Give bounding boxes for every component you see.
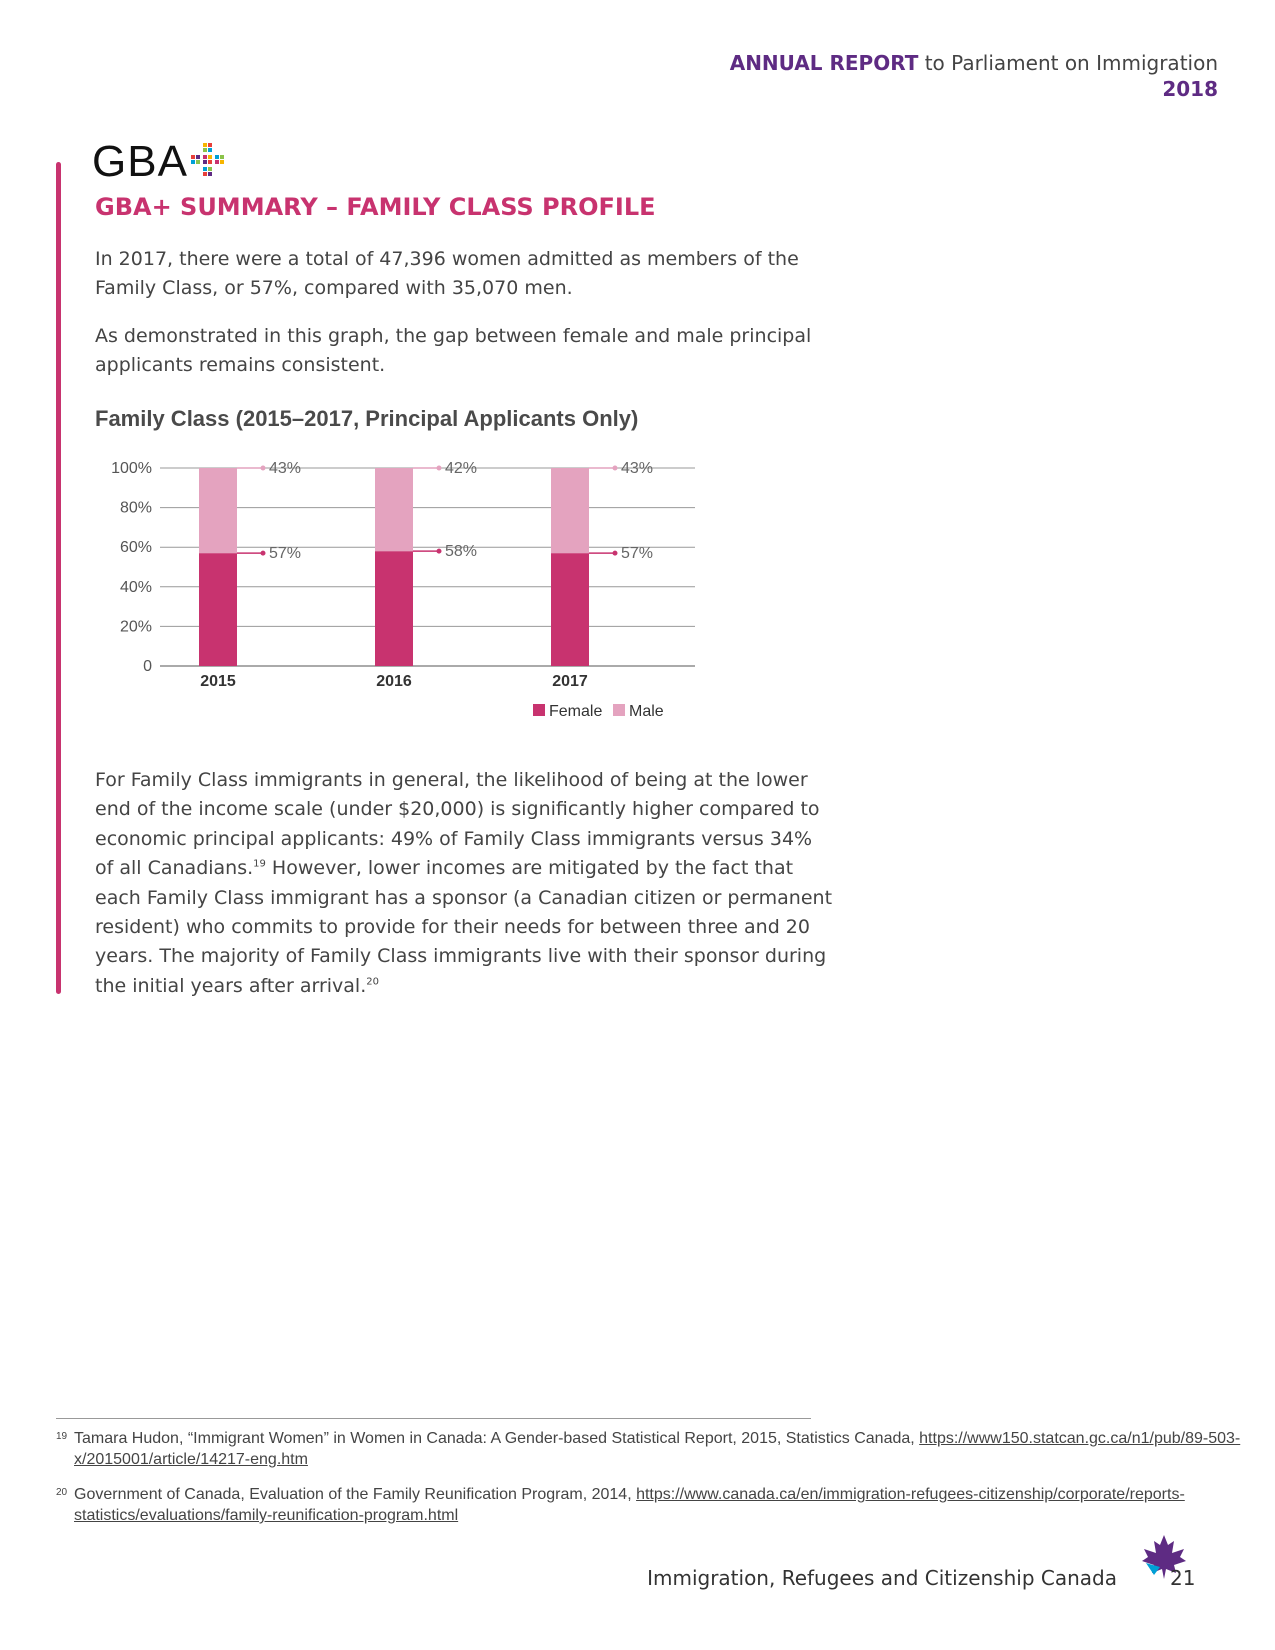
footnote-ref-20[interactable]: 20: [366, 976, 379, 988]
section-accent-bar: [56, 162, 61, 994]
label-dot: [437, 466, 442, 471]
report-header: [730, 50, 1218, 102]
chart-title: Family Class (2015–2017, Principal Applicants Only): [95, 406, 639, 431]
x-tick-label: 2015: [200, 673, 236, 690]
bar-female: [199, 553, 237, 666]
legend-label-female: Female: [549, 703, 603, 720]
legend-swatch-male: [613, 704, 625, 716]
footnote-number: 20: [56, 1487, 68, 1498]
graph-intro-paragraph: As demonstrated in this graph, the gap between female and male principal applicants remains consistent.: [95, 325, 812, 376]
footnote-divider: [56, 1418, 811, 1419]
footnote-link[interactable]: https://www.canada.ca/en/immigration-refugees-citizenship/corporate/reports-statistics/evaluations/family-reunification-program.html: [74, 1486, 1185, 1524]
label-dot: [261, 551, 266, 556]
footnote-20: [56, 1484, 1244, 1526]
header-subtitle: to Parliament on Immigration: [918, 51, 1218, 75]
x-tick-label: 2017: [552, 673, 588, 690]
income-paragraph: [95, 766, 835, 1001]
legend-swatch-female: [533, 704, 545, 716]
gba-plus-logo: [92, 137, 226, 186]
income-paragraph-part2: However, lower incomes are mitigated by the fact that each Family Class immigrant has a sponsor (a Canadian citizen or permanent resident) who commits to provide for their needs for between three and 20 years. The majority of Family Class immigrants live with their sponsor during the initial years after arrival.: [95, 857, 833, 997]
footnote-ref-19[interactable]: 19: [253, 858, 266, 870]
page-number: 21: [1170, 1566, 1196, 1590]
footnote-19: [56, 1428, 1244, 1470]
bar-male: [551, 468, 589, 553]
data-label-female: 58%: [445, 543, 478, 561]
data-label-male: 43%: [269, 460, 302, 477]
family-class-chart: [95, 448, 715, 738]
logo-text: GBA: [92, 137, 188, 186]
y-tick-label: 0: [143, 658, 152, 675]
section-title: GBA+ SUMMARY – FAMILY CLASS PROFILE: [95, 193, 656, 221]
bar-male: [199, 468, 237, 553]
footer-department: Immigration, Refugees and Citizenship Canada: [647, 1566, 1117, 1590]
bar-female: [375, 551, 413, 666]
footnote-text: Tamara Hudon, “Immigrant Women” in Women in Canada: A Gender-based Statistical Report, 2015, Statistics Canada,: [74, 1430, 920, 1447]
footnote-text: Government of Canada, Evaluation of the Family Reunification Program, 2014,: [74, 1486, 637, 1503]
intro-paragraph: In 2017, there were a total of 47,396 women admitted as members of the Family Class, or 57%, compared with 35,070 men.: [95, 248, 799, 299]
footnote-number: 19: [56, 1431, 68, 1442]
y-tick-label: 60%: [119, 539, 152, 557]
data-label-male: 43%: [621, 460, 654, 477]
gba-plus-icon: [190, 142, 226, 178]
y-tick-label: 20%: [119, 618, 152, 636]
label-dot: [261, 466, 266, 471]
y-tick-label: 80%: [119, 499, 152, 517]
label-dot: [437, 549, 442, 554]
x-tick-label: 2016: [376, 673, 412, 690]
header-year: 2018: [1162, 77, 1218, 101]
data-label-female: 57%: [269, 545, 302, 563]
footnote-link[interactable]: https://www150.statcan.gc.ca/n1/pub/89-503-x/2015001/article/14217-eng.htm: [74, 1430, 1241, 1468]
label-dot: [613, 551, 618, 556]
y-tick-label: 40%: [119, 578, 152, 596]
label-dot: [613, 466, 618, 471]
legend-label-male: Male: [629, 703, 664, 720]
bar-female: [551, 553, 589, 666]
header-annual-report: ANNUAL REPORT: [729, 51, 919, 75]
data-label-female: 57%: [621, 545, 654, 563]
income-paragraph-part1: For Family Class immigrants in general, the likelihood of being at the lower end of the income scale (under $20,000) is significantly higher compared to economic principal applicants: 49% of Family Class immigrants versus 34% of all Canadians.: [95, 769, 820, 880]
bar-male: [375, 468, 413, 551]
data-label-male: 42%: [445, 460, 478, 477]
y-tick-label: 100%: [111, 460, 152, 477]
